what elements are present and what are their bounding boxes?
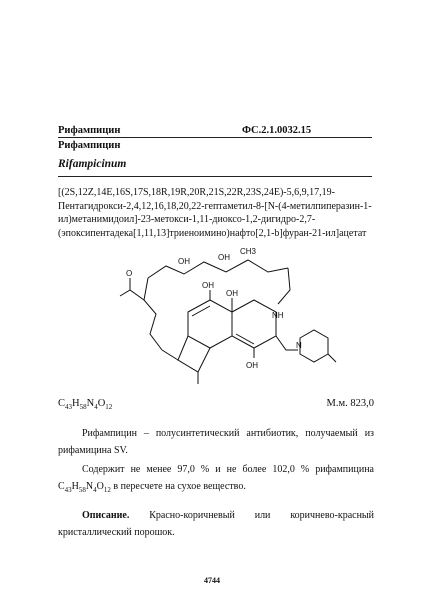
chain-amide <box>278 268 290 304</box>
acetate-bond <box>120 290 144 300</box>
oh-label-2: OH <box>226 289 238 298</box>
paragraph-origin: Рифампицин – полусинтетический антибиотик, получаемый из рифамицина SV. <box>58 428 374 456</box>
title-latin: Rifampicinum <box>58 158 127 170</box>
molar-mass: М.м. 823,0 <box>326 398 374 409</box>
paragraph-description <box>58 507 374 541</box>
chain-left <box>144 278 162 350</box>
oh-label-3: OH <box>246 361 258 370</box>
ring-a <box>188 300 232 348</box>
piperazine-ring <box>300 330 328 362</box>
header-rule <box>58 137 372 138</box>
n-label: N <box>296 341 302 350</box>
ansa-chain <box>148 260 288 278</box>
furanone-ring <box>178 336 210 372</box>
monograph-code: ФС.2.1.0032.15 <box>242 125 312 136</box>
structural-formula <box>118 238 338 388</box>
title-rule <box>58 176 372 177</box>
description-label: Описание. <box>82 510 130 521</box>
paragraph-content: Содержит не менее 97,0 % и не более 102,0 % рифампицина $C_{43}H_{58}N_4O_{12}$ в пересчете на сухое вещество. <box>58 464 374 494</box>
molecular-formula: $C_{43}H_{58}N_4O_{12}$ <box>58 398 113 412</box>
oh-label-1: OH <box>202 281 214 290</box>
oh-label-4: OH <box>178 257 190 266</box>
ring-b <box>232 300 276 348</box>
title-russian: Рифампицин <box>58 140 121 151</box>
iupac-name: [(2S,12Z,14E,16S,17S,18R,19R,20R,21S,22R,23S,24E)-5,6,9,17,19-Пентагидрокси-2,4,12,16,18,20,22-гептаметил-8-[N-(4-метилпиперазин-1-ил)метанимидоил]-23-метокси-1,11-диоксо-1,2-дигидро-2,7-(эпоксипентадека[1,11,13]триеноимино)нафто[2,1-b]фуран-21-ил]ацетат <box>58 187 372 239</box>
o-label: O <box>126 269 133 278</box>
header-name: Рифампицин <box>58 125 121 136</box>
page-number: 4744 <box>204 576 220 585</box>
ch3-label: CH3 <box>240 247 257 256</box>
description-text: Красно-коричневый или коричнево-красный кристаллический порошок. <box>58 510 374 538</box>
nh-label: NH <box>272 311 284 320</box>
imine-bond <box>276 336 298 350</box>
oh-label-5: OH <box>218 253 230 262</box>
